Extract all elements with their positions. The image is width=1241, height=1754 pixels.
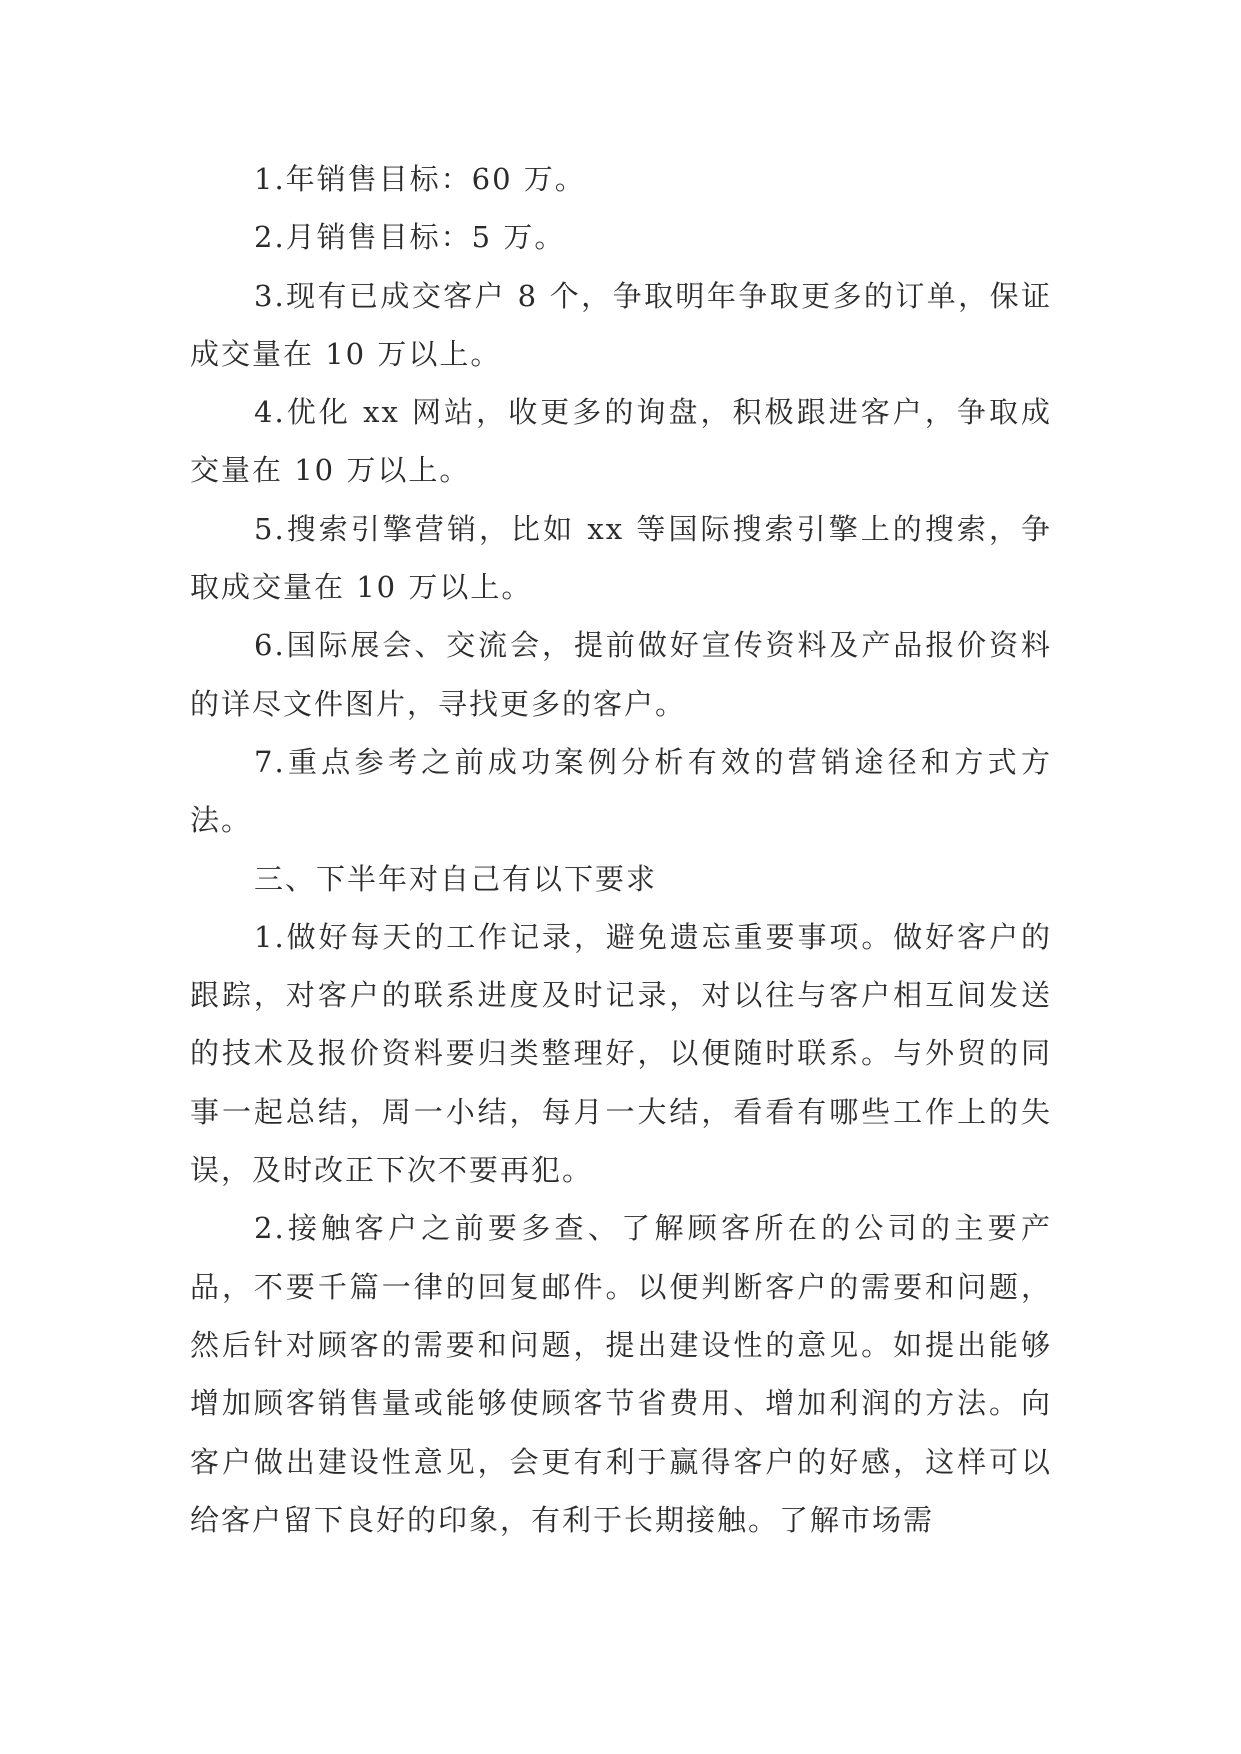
paragraph: 7.重点参考之前成功案例分析有效的营销途径和方式方法。 — [190, 744, 1052, 838]
paragraph: 1.做好每天的工作记录，避免遗忘重要事项。做好客户的跟踪，对客户的联系进度及时记录，对以往与客户相互间发送的技术及报价资料要归类整理好，以便随时联系。与外贸的同事一起总结，周一小结，每月一大结，看看有哪些工作上的失误，及时改正下次不要再犯。 — [190, 919, 1052, 1188]
paragraph: 6.国际展会、交流会，提前做好宣传资料及产品报价资料的详尽文件图片，寻找更多的客户。 — [190, 628, 1052, 721]
paragraph: 3.现有已成交客户 8 个，争取明年争取更多的订单，保证成交量在 10 万以上。 — [190, 278, 1052, 371]
paragraph: 2.接触客户之前要多查、了解顾客所在的公司的主要产品，不要千篇一律的回复邮件。以便判断客户的需要和问题，然后针对顾客的需要和问题，提出建设性的意见。如提出能够增加顾客销售量或能够使顾客节省费用、增加利润的方法。向客户做出建设性意见，会更有利于赢得客户的好感，这样可以给客户留下良好的印象，有利于长期接触。了解市场需 — [190, 1211, 1052, 1537]
paragraph: 5.搜索引擎营销，比如 xx 等国际搜索引擎上的搜索，争取成交量在 10 万以上。 — [190, 511, 1052, 605]
paragraph: 4.优化 xx 网站，收更多的询盘，积极跟进客户，争取成交量在 10 万以上。 — [190, 395, 1052, 488]
paragraph: 2.月销售目标：5 万。 — [254, 220, 566, 255]
document-body — [190, 150, 1052, 1549]
paragraph: 1.年销售目标：60 万。 — [254, 162, 586, 196]
section-heading: 三、下半年对自己有以下要求 — [254, 861, 658, 896]
